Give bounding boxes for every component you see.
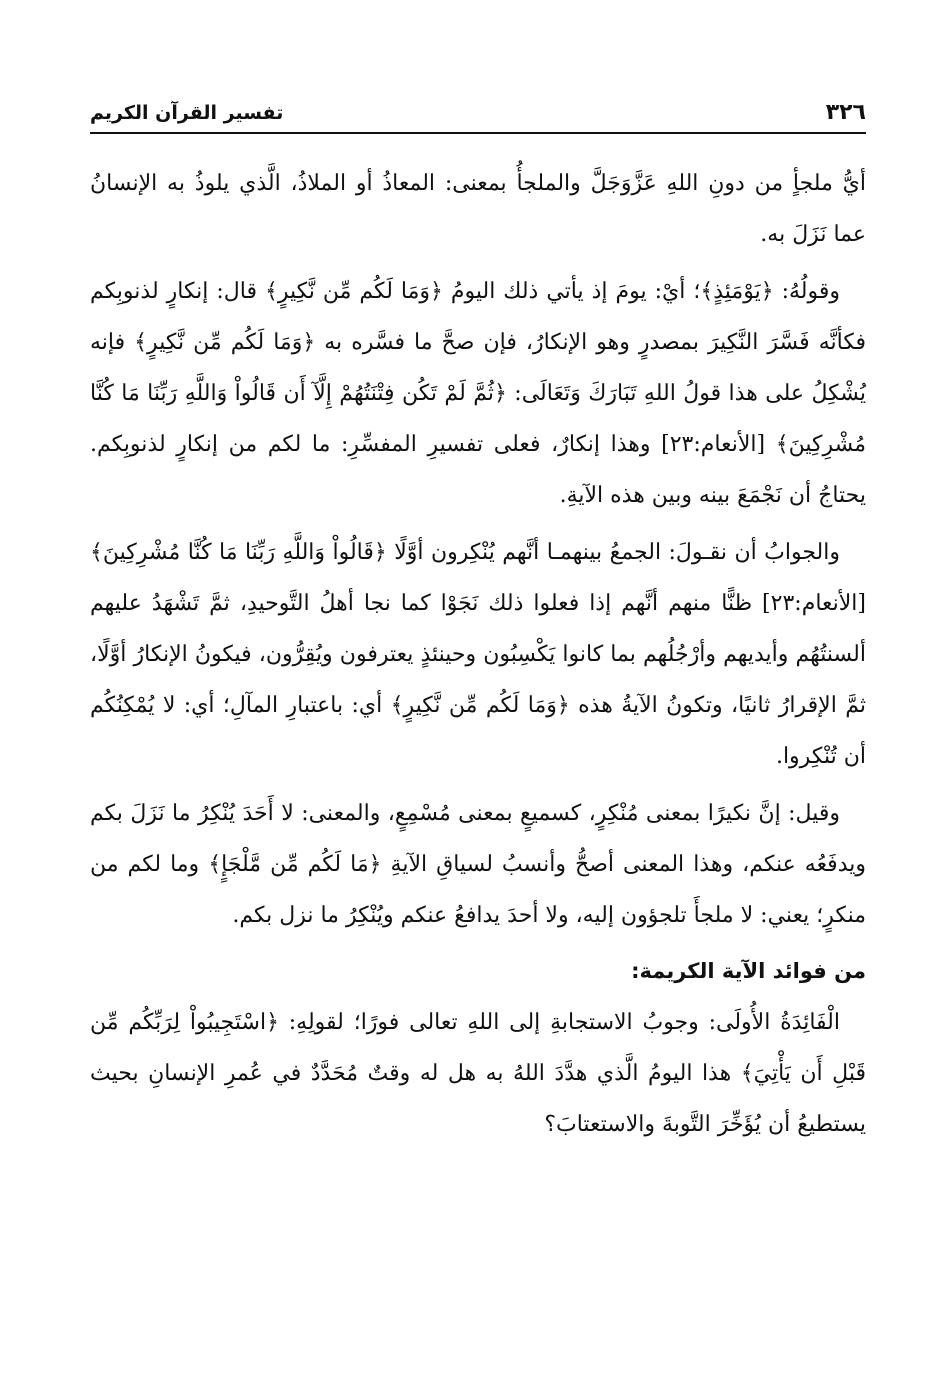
page-header (90, 96, 866, 132)
page-content (90, 158, 866, 1156)
section-heading: من فوائد الآية الكريمة: (631, 959, 866, 983)
paragraph-4: وقيل: إنَّ نكيرًا بمعنى مُنْكِرٍ، كسميعٍ بمعنى مُسْمِعٍ، والمعنى: لا أَحَدَ يُنْكِرُ ما نَزَلَ بكم ويدفَعُه عنكم، وهذا المعنى أصحُّ وأنسبُ لسياقِ الآيةِ ﴿مَا لَكُم مِّن مَّلْجَإٍ﴾ وما لكم من منكرٍ؛ يعني: لا ملجأَ تلجؤون إليه، ولا أحدَ يدافعُ عنكم ويُنْكِرُ ما نزل بكم. (90, 801, 866, 928)
page-number: ٣٢٦ (825, 100, 866, 125)
benefit-paragraph: الْفَائِدَةُ الأُولَى: وجوبُ الاستجابةِ إلى اللهِ تعالى فورًا؛ لقولِهِ: ﴿اسْتَجِيبُواْ لِرَبِّكُم مِّن قَبْلِ أَن يَأْتِيَ﴾ هذا اليومُ الَّذي هدَّدَ اللهُ به هل له وقتٌ مُحَدَّدٌ في عُمرِ الإنسانِ بحيث يستطيعُ أن يُؤَخِّرَ التَّوبةَ والاستعتابَ؟ (90, 1010, 866, 1137)
book-title: تفسير القرآن الكريم (90, 102, 284, 124)
header-divider (90, 132, 866, 134)
paragraph-2: وقولُهُ: ﴿يَوْمَئِذٍ﴾؛ أيْ: يومَ إذ يأتي ذلك اليومُ ﴿وَمَا لَكُم مِّن نَّكِيرٍ﴾ قال: إنكارٍ لذنوبِكم فكأنَّه فَسَّرَ النَّكِيرَ بمصدرٍ وهو الإنكارُ، فإن صحَّ ما فسَّره به ﴿وَمَا لَكُم مِّن نَّكِيرٍ﴾ فإنه يُشْكِلُ على هذا قولُ اللهِ تَبَارَكَ وَتَعَالَى: ﴿ثُمَّ لَمْ تَكُن فِتْنَتُهُمْ إِلَّآ أَن قَالُواْ وَاللَّهِ رَبِّنَا مَا كُنَّا مُشْرِكِينَ﴾ [الأنعام:٢٣] وهذا إنكارٌ، فعلى تفسيرِ المفسِّرِ: ما لكم من إنكارٍ لذنوبِكم. يحتاجُ أن نَجْمَعَ بينه وبين هذه الآيةِ. (90, 279, 866, 508)
paragraph-3: والجوابُ أن نقـولَ: الجمعُ بينهمـا أنَّهم يُنْكِرون أوَّلًا ﴿قَالُواْ وَاللَّهِ رَبِّنَا مَا كُنَّا مُشْرِكِينَ﴾ [الأنعام:٢٣] ظنًّا منهم أنَّهم إذا فعلوا ذلك نَجَوْا كما نجا أهلُ التَّوحيدِ، ثمَّ تَشْهَدُ عليهم ألسنتُهُم وأيديهم وأرْجُلُهم بما كانوا يَكْسِبُون وحينئذٍ يعترفون ويُقِرُّون، فيكونُ الإنكارُ أوَّلًا، ثمَّ الإقرارُ ثانيًا، وتكونُ الآيةُ هذه ﴿وَمَا لَكُم مِّن نَّكِيرٍ﴾ أي: باعتبارِ المآلِ؛ أي: لا يُمْكِنُكُم أن تُنْكِروا. (90, 540, 866, 769)
paragraph-1: أيُّ ملجأٍ من دونِ اللهِ عَزَّوَجَلَّ والملجأُ بمعنى: المعاذُ أو الملاذُ، الَّذي يلوذُ به الإنسانُ عما نَزَلَ به. (90, 171, 866, 247)
